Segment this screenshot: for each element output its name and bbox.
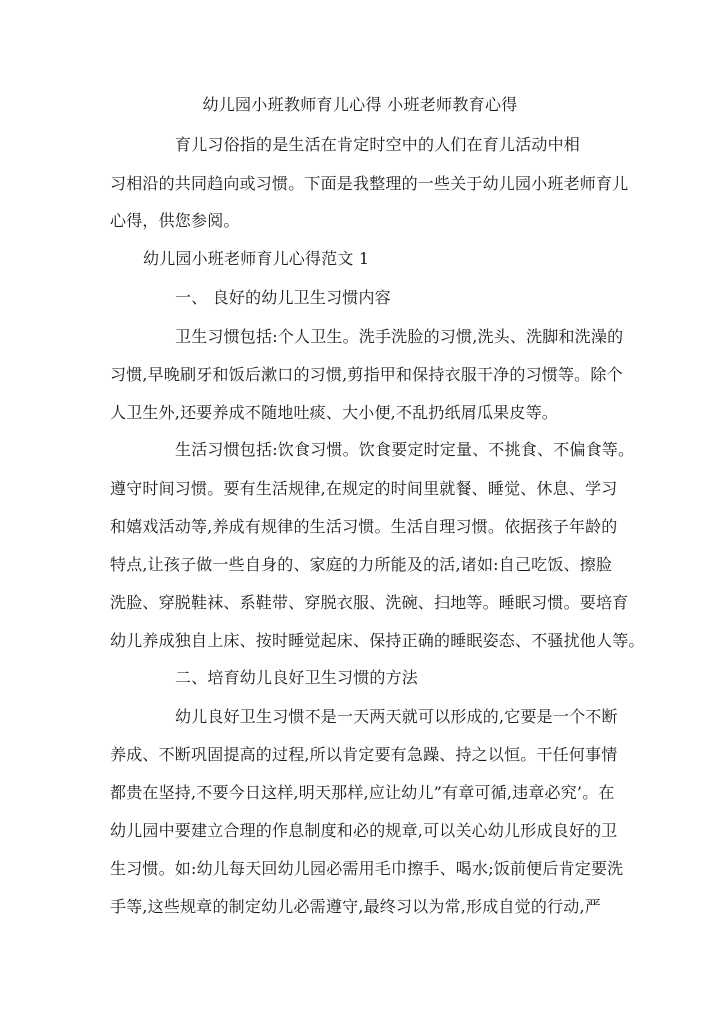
paragraph-line: 和嬉戏活动等,养成有规律的生活习惯。生活自理习惯。依据孩子年龄的 — [110, 517, 618, 536]
section-heading: 二、培育幼儿良好卫生习惯的方法 — [175, 668, 419, 687]
paragraph-line: 生习惯。如:幼儿每天回幼儿园必需用毛巾擦手、喝水;饭前便后肯定要洗 — [110, 859, 624, 878]
paragraph-line: 人卫生外,还要养成不随地吐痰、大小便,不乱扔纸屑瓜果皮等。 — [110, 403, 558, 422]
paragraph-line: 习相沿的共同趋向或习惯。下面是我整理的一些关于幼儿园小班老师育儿 — [110, 174, 629, 193]
paragraph-line: 养成、不断巩固提高的过程,所以肯定要有急躁、持之以恒。干任何事情 — [110, 745, 618, 764]
paragraph-line: 习惯,早晚刷牙和饭后漱口的习惯,剪指甲和保持衣服干净的习惯等。除个 — [110, 365, 623, 384]
paragraph-line: 卫生习惯包括:个人卫生。洗手洗脸的习惯,洗头、洗脚和洗澡的 — [175, 327, 624, 346]
section-heading: 幼儿园小班老师育儿心得范文 1 — [143, 249, 370, 268]
paragraph-line: 都贵在坚持,不要今日这样,明天那样,应让幼儿”有章可循,违章必究’。在 — [110, 783, 615, 802]
paragraph-line: 幼儿养成独自上床、按时睡觉起床、保持正确的睡眠姿态、不骚扰他人等。 — [110, 631, 645, 650]
paragraph-line: 幼儿园中要建立合理的作息制度和必的规章,可以关心幼儿形成良好的卫 — [110, 821, 618, 840]
paragraph-line: 特点,让孩子做一些自身的、家庭的力所能及的活,诸如:自己吃饭、擦脸 — [110, 555, 613, 574]
paragraph-line: 生活习惯包括:饮食习惯。饮食要定时定量、不挑食、不偏食等。 — [175, 440, 635, 459]
paragraph-line: 育儿习俗指的是生活在肯定时空中的人们在育儿活动中相 — [175, 135, 581, 154]
paragraph-line: 幼儿良好卫生习惯不是一天两天就可以形成的,它要是一个不断 — [175, 707, 618, 726]
paragraph-line: 洗脸、穿脱鞋袜、系鞋带、穿脱衣服、洗碗、扫地等。睡眠习惯。要培育 — [110, 593, 629, 612]
paragraph-line: 手等,这些规章的制定幼儿必需遵守,最终习以为常,形成自觉的行动,严 — [110, 897, 601, 916]
paragraph-line: 心得，供您参阅。 — [110, 211, 240, 230]
paragraph-line: 遵守时间习惯。要有生活规律,在规定的时间里就餐、睡觉、休息、学习 — [110, 479, 618, 498]
section-heading: 一、 良好的幼儿卫生习惯内容 — [175, 288, 391, 307]
document-title: 幼儿园小班教师育儿心得 小班老师教育心得 — [202, 95, 518, 114]
